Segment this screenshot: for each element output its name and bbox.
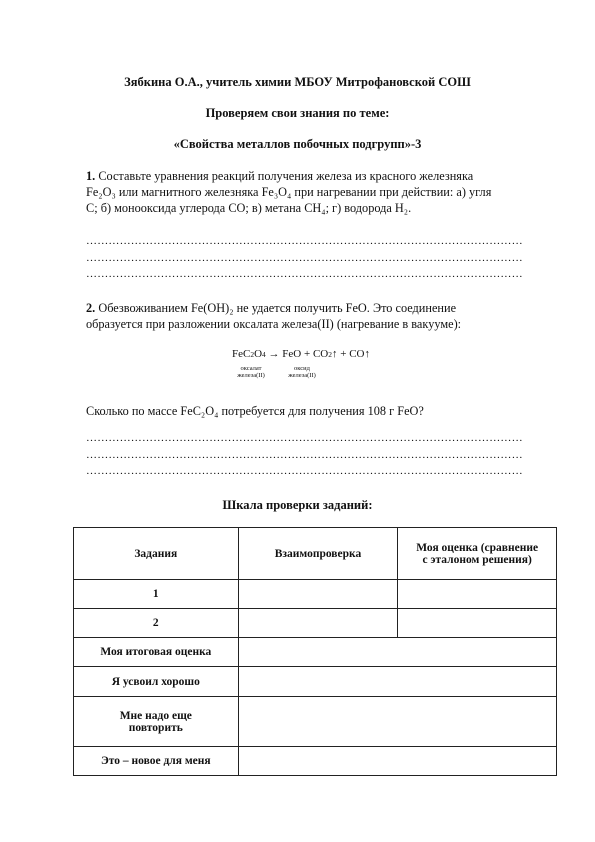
answer-line[interactable]: ……………………………………………………………………………………………………… — [86, 448, 523, 461]
self-grade-cell[interactable] — [398, 609, 557, 638]
header-tasks: Задания — [74, 528, 239, 580]
answer-lines-task1[interactable] — [86, 233, 548, 283]
learned-well-label: Я усвоил хорошо — [74, 667, 239, 697]
header-self-grade: Моя оценка (сравнение с эталоном решения) — [398, 528, 557, 580]
peer-check-cell[interactable] — [238, 580, 398, 609]
author-line: Зябкина О.А., учитель химии МБОУ Митрофановской СОШ — [124, 75, 471, 89]
need-review-label: Мне надо еще повторить — [74, 697, 239, 747]
table-row — [74, 638, 557, 667]
final-grade-label: Моя итоговая оценка — [74, 638, 239, 667]
task2-line2: образуется при разложении оксалата железа(II) (нагревание в вакууме): — [86, 317, 462, 331]
table-row — [74, 667, 557, 697]
arrow-icon: → — [268, 348, 280, 360]
table-row — [74, 697, 557, 747]
answer-line[interactable]: ……………………………………………………………………………………………………… — [86, 235, 523, 247]
new-for-me-cell[interactable] — [238, 747, 556, 776]
answer-line[interactable]: ……………………………………………………………………………………………………… — [86, 465, 523, 477]
reaction-equation: FeC2O4 → FeO + CO2↑ + CO↑ оксалат железа(II) оксид железа(II) — [232, 348, 370, 379]
answer-line[interactable]: ……………………………………………………………………………………………………… — [86, 251, 523, 264]
task1-line3: С; б) монооксида углерода СО; в) метана СН₄; г) водорода Н₂. — [86, 201, 412, 215]
need-review-cell[interactable] — [238, 697, 556, 747]
table-row — [74, 747, 557, 776]
note-oxalate: оксалат — [240, 365, 262, 372]
task2-line1: Обезвоживанием Fe(OH)₂ не удается получить FeO. Это соединение — [98, 301, 457, 315]
task1-line2: Fe₂O₃ или магнитного железняка Fe₃O₄ при нагревании при действии: а) угля — [86, 185, 492, 199]
note-oxide: оксид — [294, 365, 310, 372]
topic-title: «Свойства металлов побочных подгрупп»-3 — [173, 137, 422, 151]
final-grade-cell[interactable] — [238, 638, 556, 667]
task1-text — [86, 168, 556, 216]
answer-line[interactable]: ……………………………………………………………………………………………………… — [86, 432, 523, 444]
table-row — [74, 609, 557, 638]
task2-number: 2. — [86, 301, 96, 315]
table-header-row — [74, 528, 557, 580]
task-number-cell: 1 — [74, 580, 239, 609]
task1-number: 1. — [86, 169, 96, 183]
task2-text — [86, 300, 556, 332]
task-number-cell: 2 — [74, 609, 239, 638]
learned-well-cell[interactable] — [238, 667, 556, 697]
new-for-me-label: Это – новое для меня — [74, 747, 239, 776]
scale-title: Шкала проверки заданий: — [222, 498, 373, 512]
self-grade-cell[interactable] — [398, 580, 557, 609]
task2-question: Сколько по массе FeC₂O₄ потребуется для получения 108 г FeO? — [86, 404, 424, 418]
answer-lines-task2[interactable] — [86, 430, 548, 480]
header-peer-check: Взаимопроверка — [238, 528, 398, 580]
subtitle: Проверяем свои знания по теме: — [205, 106, 390, 120]
scale-table — [73, 527, 557, 776]
peer-check-cell[interactable] — [238, 609, 398, 638]
task1-line1: Составьте уравнения реакций получения железа из красного железняка — [98, 169, 474, 183]
table-row — [74, 580, 557, 609]
answer-line[interactable]: ……………………………………………………………………………………………………… — [86, 268, 523, 280]
